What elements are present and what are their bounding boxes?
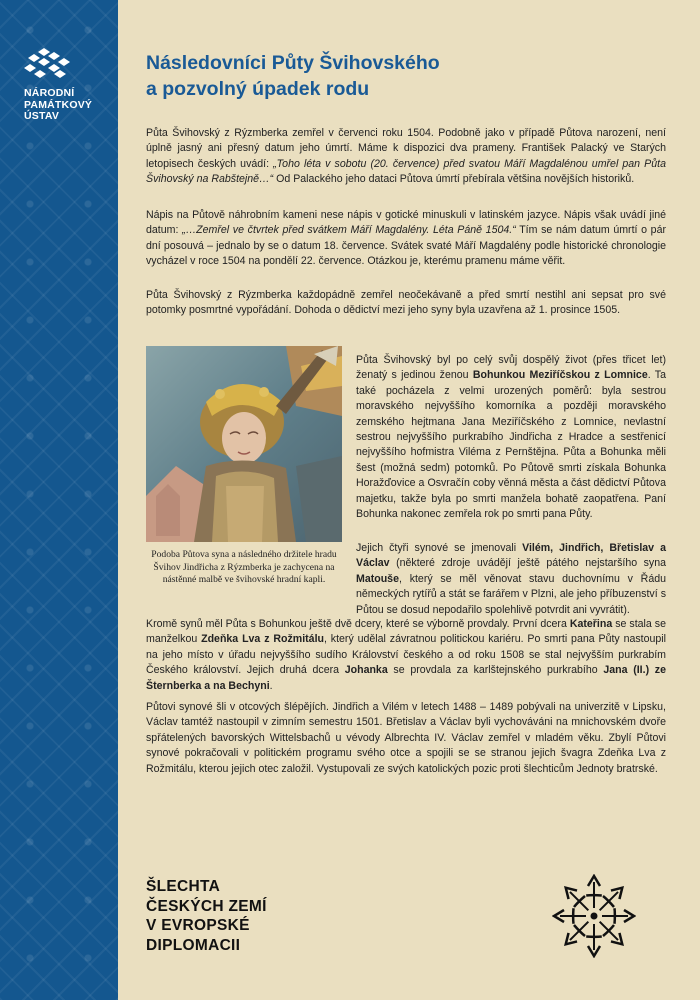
paragraph-death-date: [146, 126, 666, 188]
text-run: Tím se nám datum úmrtí o pár dní posouvá – jednalo by se o datum 18. července. Svátek svaté Máří Magdalény podle historické chronologie vycházel v roce 1504 na pondělí 22. července. Otázkou je, kterému pramenu máme věřit.: [146, 224, 666, 268]
figure-caption: Podoba Půtova syna a následného držitele hradu Švihov Jindřicha z Rýzmberka je zachycena na nástěnné malbě ve švihovské hradní kapli.: [151, 549, 337, 586]
text-run: Půta Švihovský byl po celý svůj dospělý život (přes třicet let) ženatý s jedinou ženou: [356, 354, 666, 382]
text-run: Nápis na Půtově náhrobním kameni nese nápis v gotické minuskuli v latinském jazyce. Nápis však uvádí jiné datum:: [146, 209, 666, 237]
text-run: Půta Švihovský z Rýzmberka zemřel v červenci roku 1504. Podobně jako v případě Půtova narození, není úplně jasný ani přesný datum jeho úmrtí. Máme k dispozici dva prameny. František Palacký ve Starých letopisech českých uvádí:: [146, 127, 666, 170]
compass-emblem-icon: [552, 874, 636, 958]
exhibition-title: [146, 877, 267, 955]
exhibition-title-line: DIPLOMACII: [146, 936, 241, 954]
exhibition-title-line: ČESKÝCH ZEMÍ: [146, 897, 267, 915]
bold-name: Matouše: [356, 572, 399, 585]
quotation: „Toho léta v sobotu (20. července) před svatou Máří Magdalénou umřel pan Půta Švihovský na Rabštejně…“: [146, 157, 666, 186]
sidebar-band: [0, 0, 118, 1000]
text-run: , který se měl věnovat stavu duchovnímu v Řádu německých rytířů a stát se farářem v Plzni, ale jeho příbuzenství s Půtou se dosud nepodařilo spolehlivě potvrdit ani vyvrátit).: [356, 572, 666, 616]
bold-name: Jana (II.) ze Šternberka a na Bechyni: [146, 664, 667, 692]
text-run: (některé zdroje uvádějí ještě pátého nejstaršího syna: [389, 557, 666, 570]
exhibition-title-line: V EVROPSKÉ: [146, 917, 250, 934]
bold-name: Johanka: [344, 664, 388, 677]
institution-name-line: PAMÁTKOVÝ: [24, 98, 93, 111]
text-run: .: [269, 679, 273, 692]
text-run: Půtovi synové šli v otcových šlépějích. Jindřich a Vilém v letech 1488 – 1489 pobývali na univerzitě v Lipsku, Václav tamtéž nastoupil v zimním semestru 1501. Břetislav a Václav byli vychováváni na mnichovském dvoře spřátelených bavorských Wittelsbachů u vévody Albrechta IV. Václav zemřel v mladém věku. Zbylí Půtovi synové pokračovali v politickém programu svého otce a spojili se se stranou jejich švagra Zdeňka Lva z Rožmitálu, kterou jejich otec založil. Vystupovali ze svých katolických pozic proti šlechticům Jednoty bratrské.: [146, 701, 666, 775]
text-run: Půta Švihovský z Rýzmberka každopádně zemřel neočekávaně a před smrtí nestihl ani sepsat pro své potomky posmrtné vypořádání. Dohoda o dědictví mezi jeho syny byla uzavřena až 1. prosince 1505.: [146, 289, 666, 317]
text-run: Jejich čtyři synové se jmenovali: [356, 542, 523, 554]
quotation: „…Zemřel ve čtvrtek před svátkem Máří Magdalény. Léta Páně 1504.“: [182, 224, 516, 237]
text-run: , který udělal závratnou politickou kariéru. Po smrti pana Půty nastoupil na jeho místo v úřadu nejvyššího sudího Království českého a od roku 1508 se stal nejvyšším purkrabím Českého království. Jejich druhá dcera: [146, 633, 666, 677]
text-run: Kromě synů měl Půta s Bohunkou ještě dvě dcery, které se výborně provdaly. První dcera: [146, 618, 570, 630]
mural-painting-image: [146, 346, 342, 542]
institution-name: [24, 88, 104, 123]
paragraph-sons-education: [146, 700, 666, 777]
bold-name: Kateřina: [569, 618, 613, 630]
page-title-line: a pozvolný úpadek rodu: [146, 78, 370, 100]
text-run: se provdala za karlštejnského purkrabího: [387, 664, 604, 677]
institution-name-line: ÚSTAV: [24, 110, 60, 122]
paragraph-sons: [356, 541, 666, 618]
npu-logo-icon: [24, 48, 74, 82]
text-run: . Ta také pocházela z velmi urozených poměrů: byla sestrou moravského nejvyššího komorníka a později moravského zemského hejtmana Jana Meziříčského z Lomnice, nevlastní sestrou nejvyššího purkrabího Jindřicha z Hradce a sestřenicí nejvyššího hofmistra Viléma z Pernštějna. Půta a Bohunka měli šest (možná sedm) potomků. Po Půtově smrti získala Bohunka Horažďovice a Osvračín coby věnná města a část dědictví Půtova majetku, takže byla po smrti manžela bohatě zaopatřena. Paní Bohunka nakonec zemřela rok po smrti pana Půty.: [356, 369, 666, 521]
bold-name: Vilém, Jindřich, Břetislav a Václav: [356, 542, 666, 570]
paragraph-tombstone-inscription: [146, 208, 666, 270]
institution-logo[interactable]: [24, 48, 104, 123]
institution-name-line: NÁRODNÍ: [24, 87, 75, 99]
text-run: Od Palackého jeho dataci Půtova úmrtí přebírala většina novějších historiků.: [273, 173, 635, 186]
paragraph-inheritance: [146, 288, 666, 319]
page-title-line: Následovníci Půty Švihovského: [146, 52, 440, 74]
bold-name: Bohunkou Meziříčskou z Lomnice: [472, 369, 648, 382]
text-run: se stala se manželkou: [146, 618, 666, 646]
page-title: [146, 50, 666, 102]
paragraph-wife-bohunka: [356, 353, 666, 522]
exhibition-title-line: ŠLECHTA: [146, 878, 221, 895]
bold-name: Zdeňka Lva z Rožmitálu: [201, 633, 324, 646]
paragraph-daughters: [146, 617, 666, 694]
knight-mural-icon: [146, 346, 342, 542]
